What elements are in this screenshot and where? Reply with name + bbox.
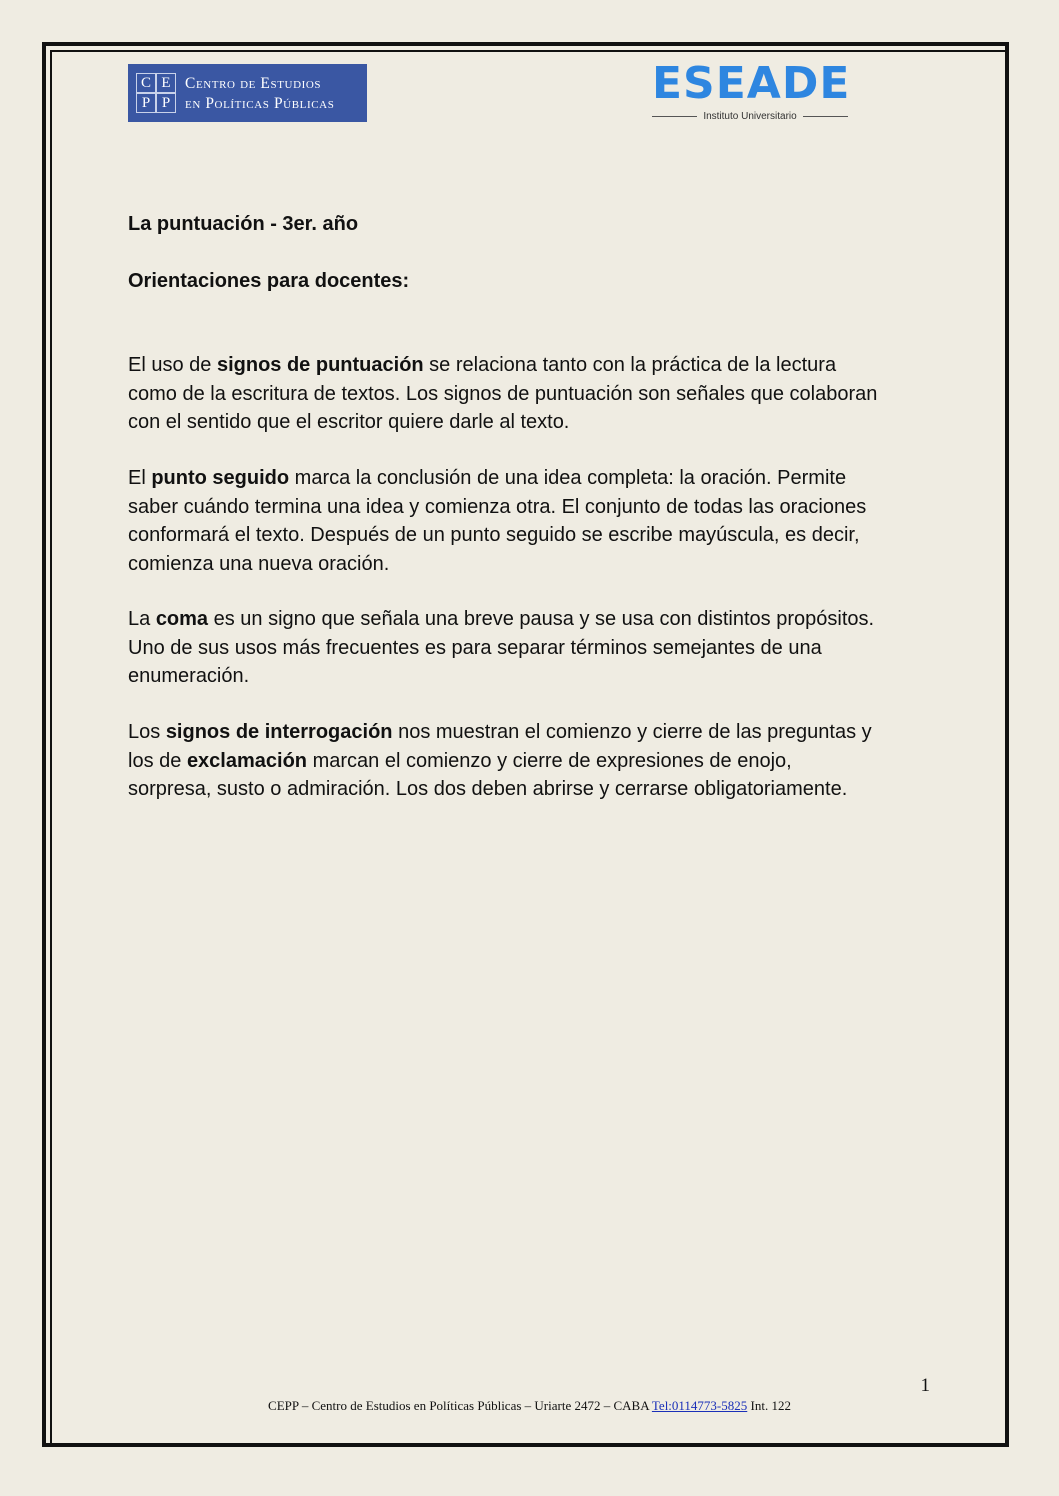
text-run: conformará el texto. Después de un punto seguido se escribe mayúscula, es decir,: [128, 524, 860, 546]
text-run: sorpresa, susto o admiración. Los dos deben abrirse y cerrarse obligatoriamente.: [128, 778, 848, 800]
cepp-logo-text: [185, 74, 334, 114]
cepp-letter: C: [136, 73, 156, 93]
cepp-logo: [128, 64, 367, 122]
bold-term: punto seguido: [151, 467, 290, 489]
text-run: La: [128, 608, 156, 630]
page-number: 1: [920, 1375, 930, 1396]
footer-extension: Int. 122: [747, 1398, 791, 1413]
page-footer: [60, 1398, 999, 1414]
cepp-letter: E: [156, 73, 176, 93]
document-title: La puntuación - 3er. año: [128, 213, 359, 235]
footer-phone-link[interactable]: Tel:0114773-5825: [651, 1398, 748, 1413]
text-run: es un signo que señala una breve pausa y se usa con distintos propósitos.: [208, 608, 875, 630]
bold-term: exclamación: [186, 749, 308, 772]
text-run: marca la conclusión de una idea completa: la oración. Permite: [289, 467, 847, 489]
text-run: marcan el comienzo y cierre de expresiones de enojo,: [307, 749, 792, 772]
text-run: nos muestran el comienzo y cierre de las preguntas y: [392, 721, 872, 743]
eseade-logo-subtitle: Instituto Universitario: [703, 110, 797, 122]
footer-address: CEPP – Centro de Estudios en Políticas Públicas – Uriarte 2472 – CABA: [268, 1398, 652, 1413]
cepp-letter: P: [156, 93, 176, 113]
eseade-logo: [652, 58, 851, 124]
cepp-logo-line1: Centro de Estudios: [185, 75, 322, 92]
text-run: saber cuándo termina una idea y comienza otra. El conjunto de todas las oraciones: [128, 495, 867, 518]
text-run: enumeración.: [128, 665, 250, 687]
text-run: El: [128, 467, 152, 489]
eseade-rule-left: [652, 116, 697, 117]
eseade-rule-right: [803, 116, 848, 117]
text-run: los de: [128, 749, 187, 772]
cepp-letter: P: [136, 93, 156, 113]
paragraph-signos-puntuacion: [128, 351, 938, 437]
bold-term: coma: [155, 608, 209, 630]
bold-term: signos de puntuación: [216, 354, 424, 376]
cepp-logo-line2: en Políticas Públicas: [185, 95, 335, 112]
text-run: comienza una nueva oración.: [128, 552, 390, 575]
text-run: Los: [128, 721, 166, 743]
text-run: como de la escritura de textos. Los signos de puntuación son señales que colaboran: [128, 382, 878, 405]
eseade-logo-name: ESEADE: [652, 58, 851, 109]
cepp-logo-monogram: [136, 73, 176, 113]
eseade-logo-subtitle-row: [652, 110, 848, 122]
bold-term: signos de interrogación: [165, 721, 393, 743]
text-run: Uno de sus usos más frecuentes es para separar términos semejantes de una: [128, 636, 822, 659]
text-run: El uso de: [128, 354, 217, 376]
text-run: se relaciona tanto con la práctica de la lectura: [423, 354, 837, 376]
paragraph-punto-seguido: [128, 464, 938, 578]
text-run: con el sentido que el escritor quiere darle al texto.: [128, 411, 570, 433]
paragraph-coma: [128, 605, 938, 691]
paragraph-interrogacion-exclamacion: [128, 718, 938, 804]
document-subtitle: Orientaciones para docentes:: [128, 270, 410, 292]
